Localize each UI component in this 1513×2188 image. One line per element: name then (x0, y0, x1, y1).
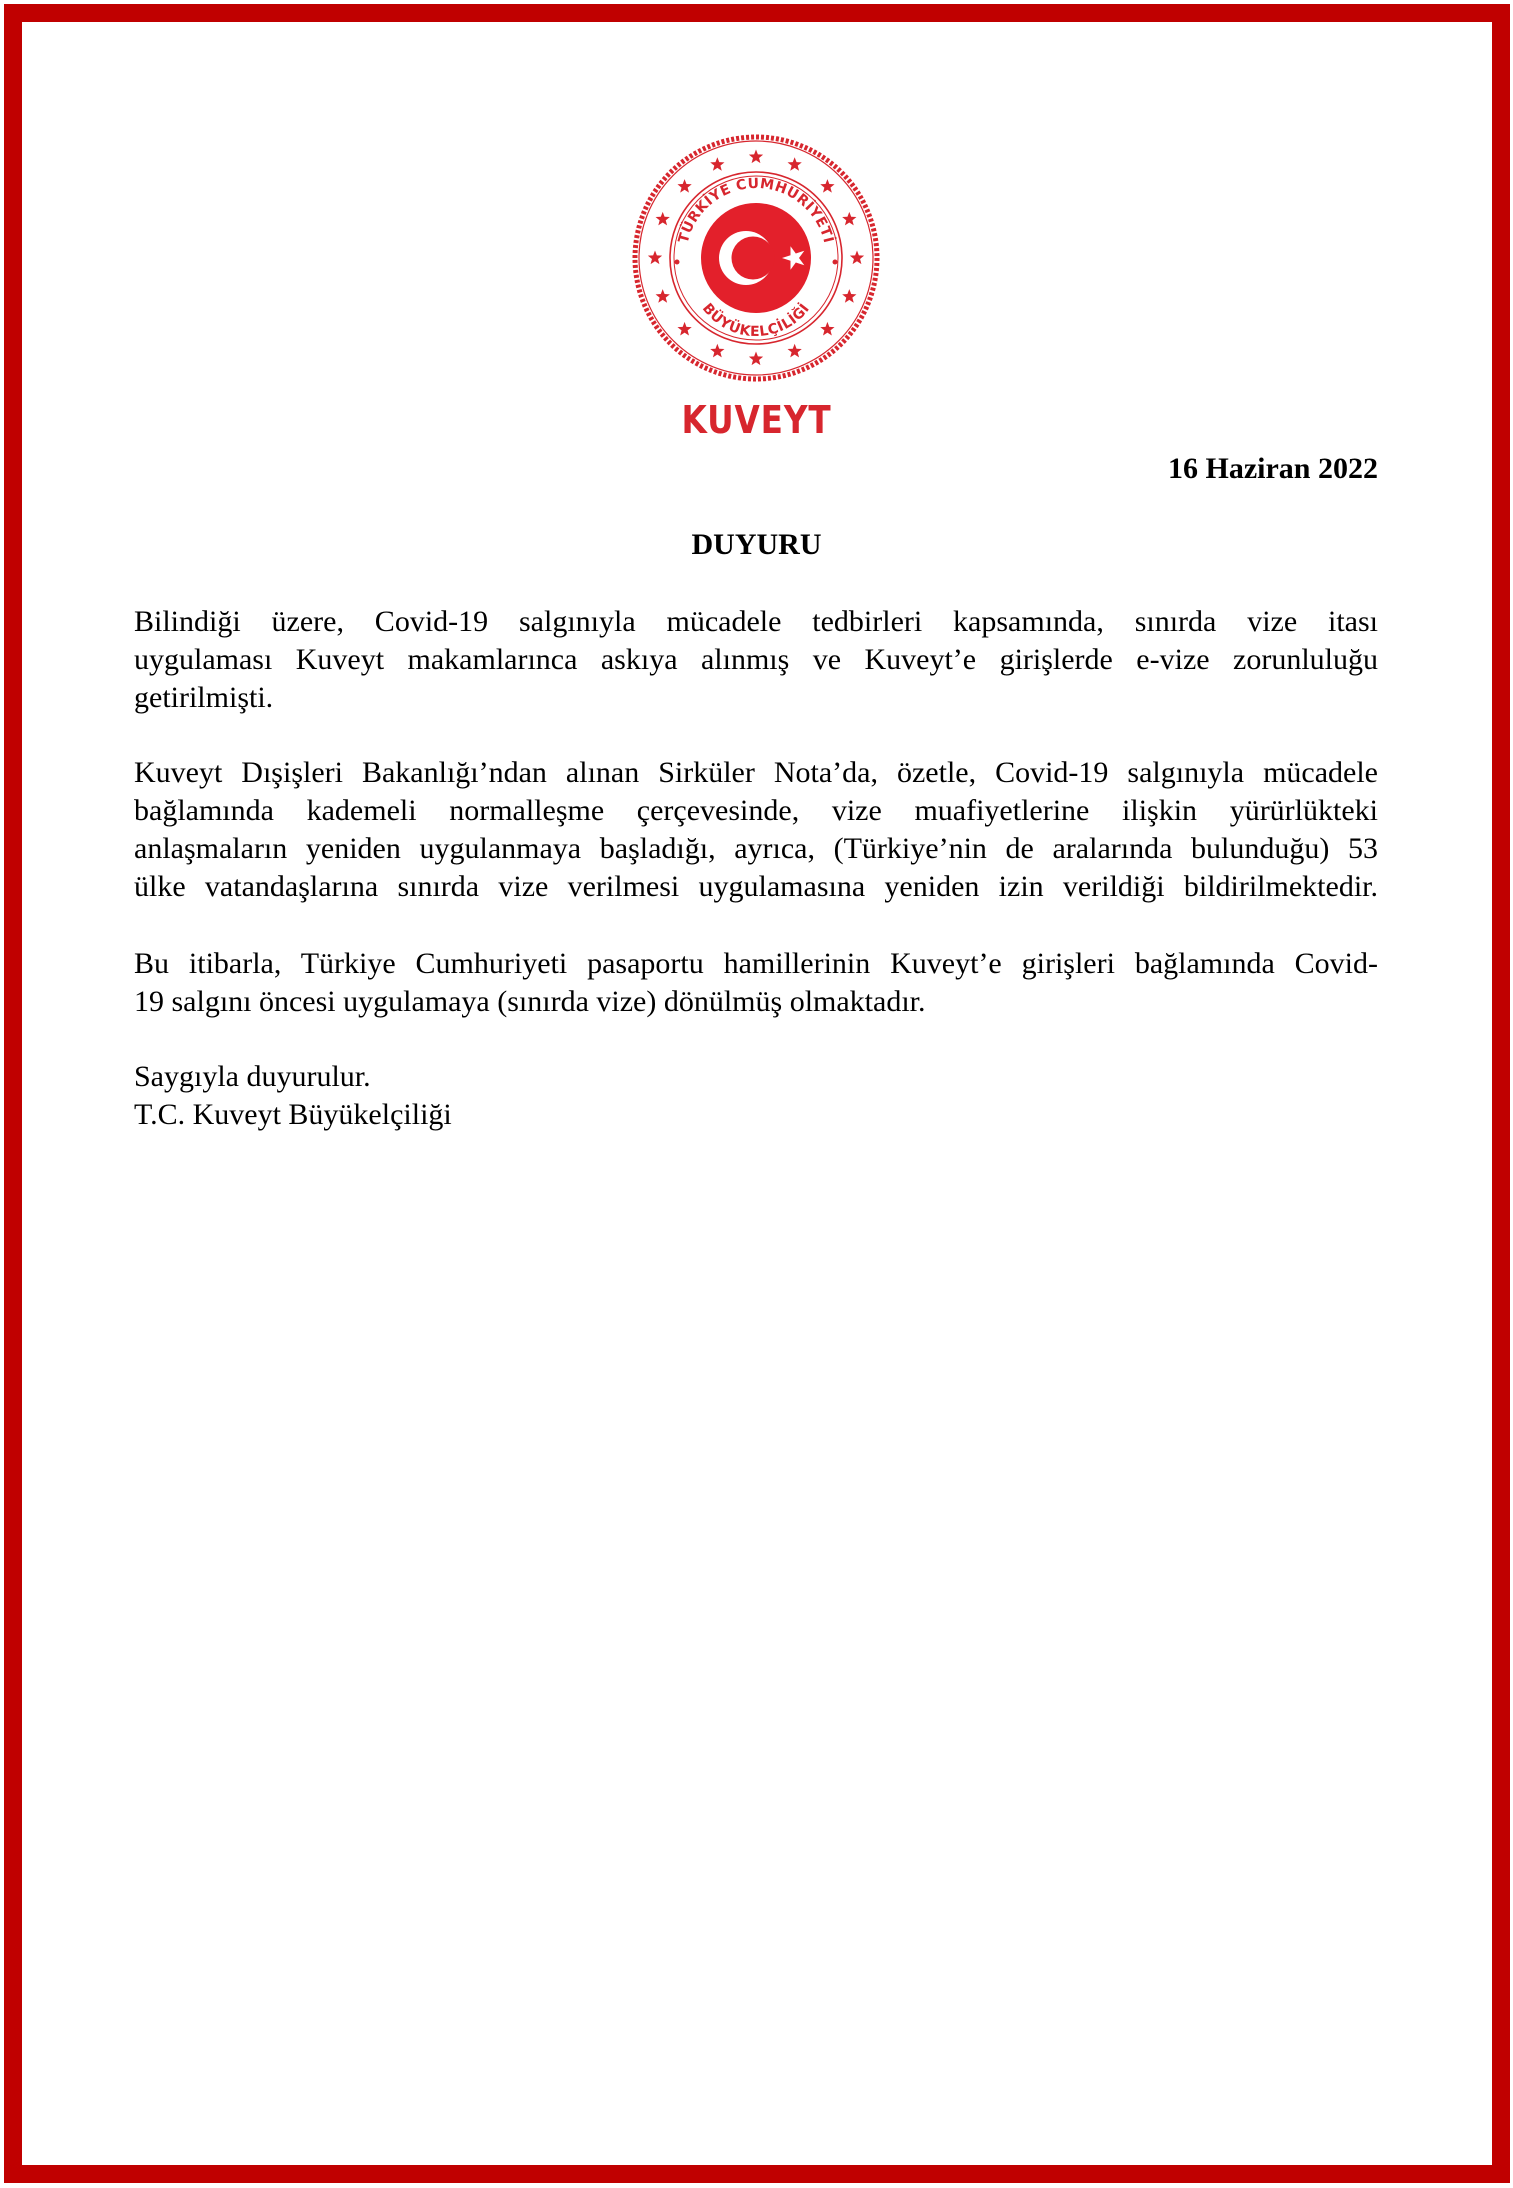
text-line: Bu itibarla, Türkiye Cumhuriyeti pasaportu hamillerinin Kuveyt’e girişleri bağlamında Covid- (134, 947, 1378, 980)
seal-star-icon (710, 157, 724, 171)
seal-star-icon (656, 289, 670, 303)
seal-dot-right (833, 260, 838, 265)
seal-top-text: TÜRKİYE CUMHURİYETİ (675, 175, 837, 245)
text-line: anlaşmaların yeniden uygulanmaya başladığı, ayrıca, (Türkiye’nin de aralarında bulunduğu) 53 (134, 832, 1378, 865)
text-line: Kuveyt Dışişleri Bakanlığı’ndan alınan Sirküler Nota’da, özetle, Covid-19 salgınıyla mücadele (134, 756, 1378, 789)
seal-star-icon (842, 212, 856, 226)
embassy-seal-logo (630, 132, 882, 384)
closing-greeting: Saygıyla duyurulur. (134, 1060, 371, 1093)
closing (134, 1058, 1378, 1134)
seal-star-icon (820, 179, 834, 193)
seal-star-icon (648, 251, 662, 265)
document-date: 16 Haziran 2022 (1168, 452, 1378, 485)
seal-star-icon (788, 157, 802, 171)
text-line: Bilindiği üzere, Covid-19 salgınıyla mücadele tedbirleri kapsamında, sınırda vize itası (134, 605, 1378, 638)
seal-star-icon (850, 251, 864, 265)
seal-bottom-text: BÜYÜKELÇİLİĞİ (698, 300, 814, 341)
seal-star-icon (677, 322, 691, 336)
paragraph-3 (134, 945, 1378, 1021)
seal-star-icon (749, 150, 763, 164)
seal-star-icon (677, 179, 691, 193)
seal-dot-left (675, 260, 680, 265)
paragraph-2 (134, 754, 1378, 906)
seal-star-icon (788, 344, 802, 358)
document-title: DUYURU (691, 528, 822, 561)
paragraph-1 (134, 603, 1378, 717)
seal-star-icon (820, 322, 834, 336)
crescent-inner (732, 237, 775, 280)
seal-star-icon (710, 344, 724, 358)
text-line: ülke vatandaşlarına sınırda vize verilmesi uygulamasına yeniden izin verildiği bildirilmektedir. (134, 870, 1378, 903)
text-line: getirilmişti. (134, 681, 274, 714)
seal-star-icon (842, 289, 856, 303)
seal-star-icon (749, 352, 763, 366)
text-line: bağlamında kademeli normalleşme çerçevesinde, vize muafiyetlerine ilişkin yürürlükteki (134, 794, 1378, 827)
kuveyt-wordmark: KUVEYT (681, 398, 832, 442)
signature: T.C. Kuveyt Büyükelçiliği (134, 1098, 452, 1131)
text-line: uygulaması Kuveyt makamlarınca askıya alınmış ve Kuveyt’e girişlerde e-vize zorunluluğu (134, 643, 1378, 676)
text-line: 19 salgını öncesi uygulamaya (sınırda vize) dönülmüş olmaktadır. (134, 985, 926, 1018)
seal-star-icon (656, 212, 670, 226)
